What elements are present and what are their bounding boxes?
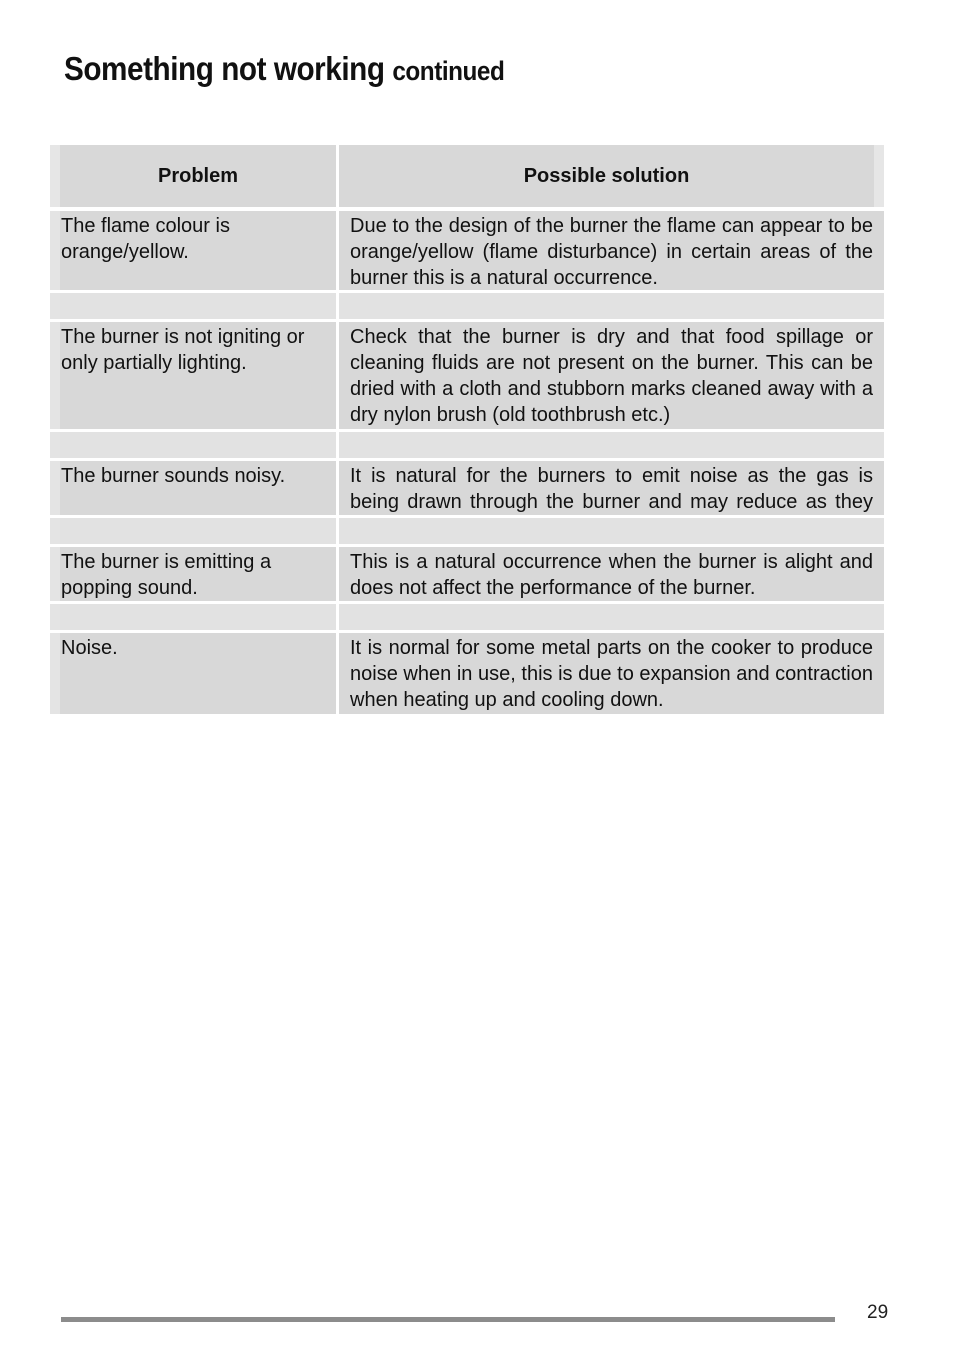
table-spacer-row <box>50 604 884 630</box>
table-row <box>50 461 884 515</box>
solution-cell: It is normal for some metal parts on the cooker to produce noise when in use, this is due to expansion and contraction when heating up and cooling down. <box>339 633 884 714</box>
spacer-cell <box>339 432 884 458</box>
table-header-row <box>50 145 884 207</box>
solution-cell: Check that the burner is dry and that food spillage or cleaning fluids are not present on the burner. This can be dried with a cloth and stubborn marks cleaned away with a dry nylon brush (old toothbrush etc.) <box>339 322 884 429</box>
table-row <box>50 633 884 714</box>
header-problem: Problem <box>50 145 336 207</box>
solution-cell: Due to the design of the burner the flame can appear to be orange/yellow (flame disturbance) in certain areas of the burner this is a natural occurrence. <box>339 211 884 290</box>
table-spacer-row <box>50 293 884 319</box>
problem-cell: The burner sounds noisy. <box>50 461 336 515</box>
page-title-suffix: continued <box>392 56 505 86</box>
solution-cell: It is natural for the burners to emit noise as the gas is being drawn through the burner and may reduce as they <box>339 461 884 515</box>
troubleshooting-table <box>50 145 884 714</box>
spacer-cell <box>339 604 884 630</box>
table-row <box>50 547 884 601</box>
header-possible-solution: Possible solution <box>339 145 884 207</box>
solution-cell: This is a natural occurrence when the burner is alight and does not affect the performance of the burner. <box>339 547 884 601</box>
spacer-cell <box>339 518 884 544</box>
problem-cell: The burner is emitting a popping sound. <box>50 547 336 601</box>
page-title-main: Something not working <box>64 50 385 87</box>
spacer-cell <box>50 293 336 319</box>
spacer-cell <box>50 432 336 458</box>
problem-cell: Noise. <box>50 633 336 714</box>
spacer-cell <box>50 604 336 630</box>
table-spacer-row <box>50 518 884 544</box>
spacer-cell <box>50 518 336 544</box>
problem-cell: The burner is not igniting or only partially lighting. <box>50 322 336 429</box>
spacer-cell <box>339 293 884 319</box>
page-title <box>64 50 504 88</box>
table-row <box>50 322 884 429</box>
table-spacer-row <box>50 432 884 458</box>
footer-rule <box>61 1317 835 1322</box>
problem-cell: The flame colour is orange/yellow. <box>50 211 336 290</box>
table-row <box>50 211 884 290</box>
page-number: 29 <box>867 1302 889 1323</box>
